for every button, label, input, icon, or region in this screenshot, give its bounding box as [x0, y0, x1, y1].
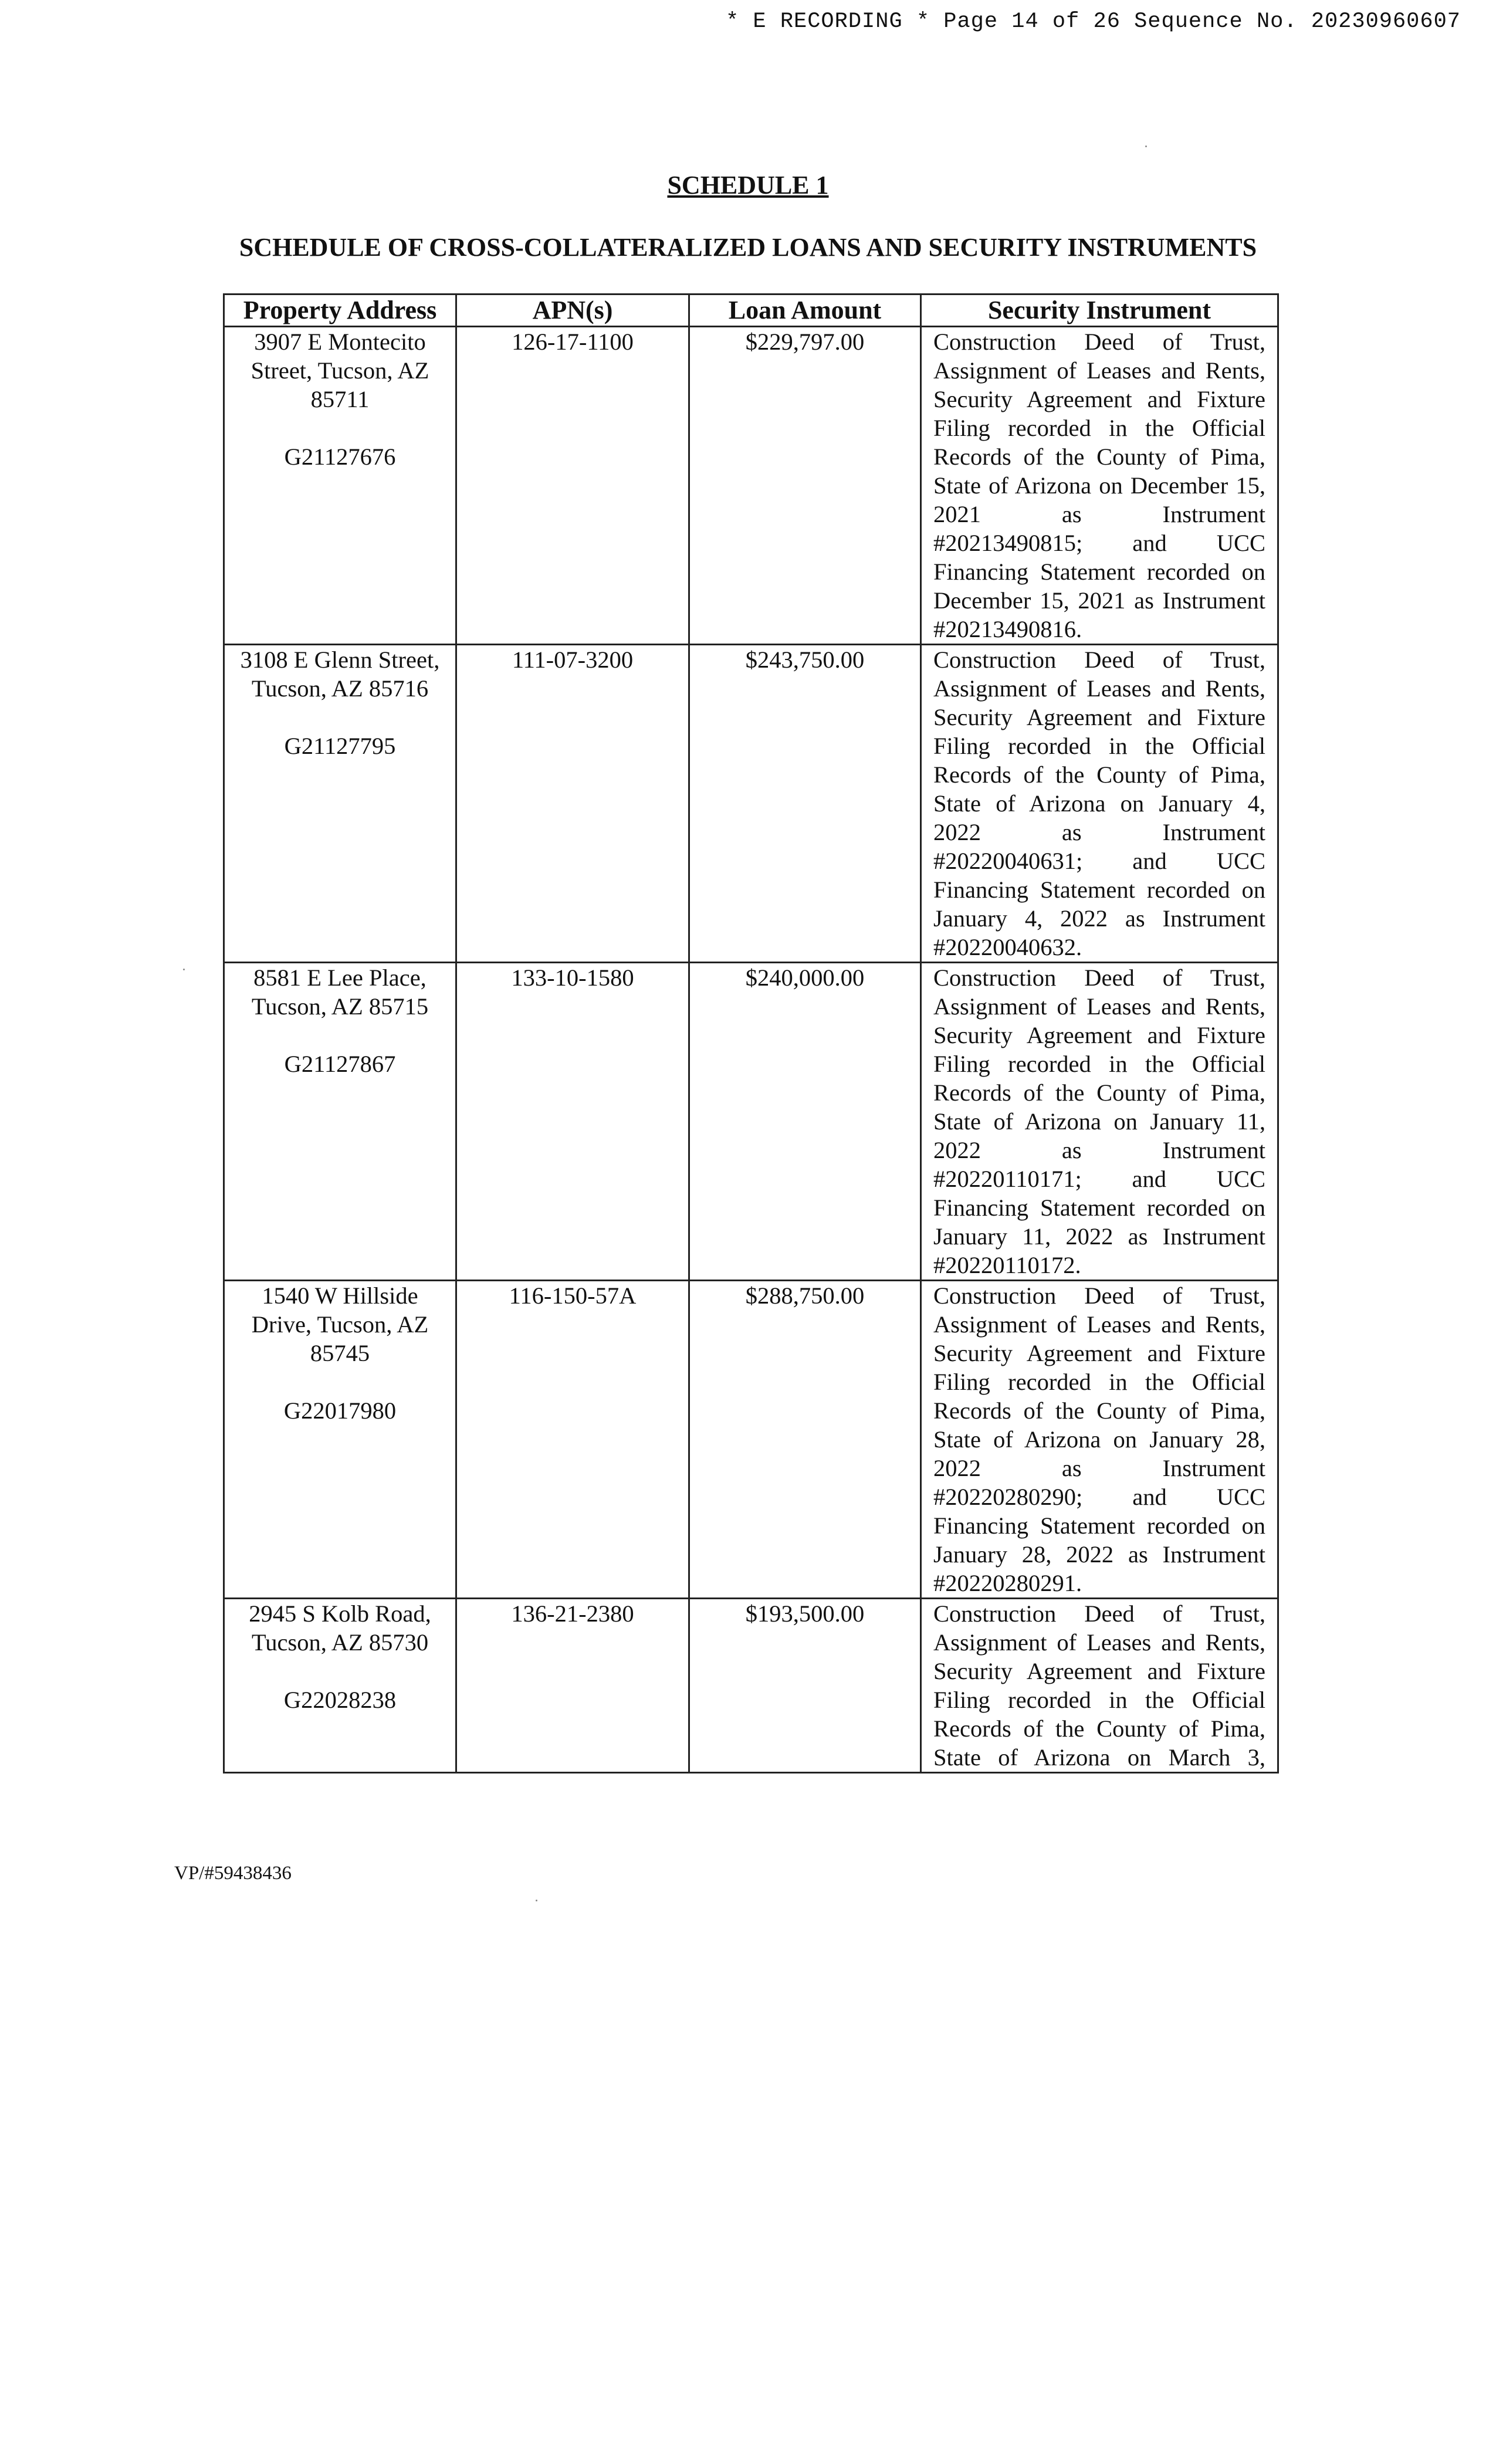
apn-cell: 126-17-1100: [456, 327, 689, 645]
schedule-subtitle: SCHEDULE OF CROSS-COLLATERALIZED LOANS AND SECURITY INSTRUMENTS: [239, 233, 1257, 262]
property-address-cell: [224, 963, 456, 1281]
property-code: G21127867: [284, 1051, 396, 1077]
property-address: 3108 E Glenn Street, Tucson, AZ 85716: [240, 647, 440, 702]
security-instrument-end: #20220110172.: [933, 1252, 1081, 1278]
scan-speck: [183, 969, 185, 970]
property-address: 1540 W Hillside Drive, Tucson, AZ 85745: [251, 1282, 429, 1366]
loan-amount-cell: $240,000.00: [689, 963, 921, 1281]
security-instrument-end: #20213490816.: [933, 616, 1082, 642]
table-row: [224, 327, 1278, 645]
security-instrument-cell: [921, 1281, 1278, 1599]
property-address-cell: [224, 1281, 456, 1599]
security-instrument-text: Construction Deed of Trust, Assignment of Leases and Rents, Security Agreement and Fixture Filing recorded in the Official Records of the County of Pima, State of Arizona on January 11, 2022 as Instrument #20220110171; and UCC Financing Statement recorded on January 11, 2022 as Instrument: [933, 964, 1265, 1250]
scan-speck: [1145, 145, 1147, 147]
header-property-address: Property Address: [224, 295, 456, 327]
table-row: [224, 963, 1278, 1281]
security-instrument-text: Construction Deed of Trust, Assignment of Leases and Rents, Security Agreement and Fixture Filing recorded in the Official Records of the County of Pima, State of Arizona on March 3,: [933, 1600, 1265, 1771]
schedule-title: SCHEDULE 1: [667, 171, 829, 199]
property-address-cell: [224, 645, 456, 963]
header-apn: APN(s): [456, 295, 689, 327]
security-instrument-text: Construction Deed of Trust, Assignment of Leases and Rents, Security Agreement and Fixture Filing recorded in the Official Records of the County of Pima, State of Arizona on January 28, 2022 as Instrument #20220280290; and UCC Financing Statement recorded on January 28, 2022 as Instrument: [933, 1282, 1265, 1568]
security-instrument-cell: [921, 1599, 1278, 1773]
apn-cell: 116-150-57A: [456, 1281, 689, 1599]
security-instrument-end: #20220040632.: [933, 934, 1082, 960]
property-address: 2945 S Kolb Road, Tucson, AZ 85730: [249, 1600, 431, 1656]
loan-amount-cell: $229,797.00: [689, 327, 921, 645]
recording-header: * E RECORDING * Page 14 of 26 Sequence No. 20230960607: [726, 9, 1461, 34]
property-code: G21127795: [284, 733, 396, 759]
loan-amount-cell: $193,500.00: [689, 1599, 921, 1773]
header-security-instrument: Security Instrument: [921, 295, 1278, 327]
security-instrument-cell: [921, 963, 1278, 1281]
apn-cell: 136-21-2380: [456, 1599, 689, 1773]
footer-reference: VP/#59438436: [174, 1863, 292, 1884]
property-address: 3907 E Montecito Street, Tucson, AZ 85711: [251, 329, 429, 412]
table-row: [224, 1281, 1278, 1599]
apn-cell: 133-10-1580: [456, 963, 689, 1281]
loan-amount-cell: $288,750.00: [689, 1281, 921, 1599]
security-instrument-text: Construction Deed of Trust, Assignment of Leases and Rents, Security Agreement and Fixture Filing recorded in the Official Records of the County of Pima, State of Arizona on December 15, 2021 as Instrument #20213490815; and UCC Financing Statement recorded on December 15, 2021 as Instrument: [933, 329, 1265, 614]
scan-speck: [536, 1900, 537, 1901]
security-instrument-text: Construction Deed of Trust, Assignment of Leases and Rents, Security Agreement and Fixture Filing recorded in the Official Records of the County of Pima, State of Arizona on January 4, 2022 as Instrument #20220040631; and UCC Financing Statement recorded on January 4, 2022 as Instrument: [933, 647, 1265, 932]
apn-cell: 111-07-3200: [456, 645, 689, 963]
security-instrument-cell: [921, 327, 1278, 645]
security-instrument-end: #20220280291.: [933, 1570, 1082, 1596]
property-code: G22017980: [283, 1397, 397, 1424]
security-instrument-cell: [921, 645, 1278, 963]
table-row: [224, 1599, 1278, 1773]
property-code: G21127676: [284, 444, 396, 470]
property-code: G22028238: [283, 1687, 397, 1713]
loan-amount-cell: $243,750.00: [689, 645, 921, 963]
table-header-row: [224, 295, 1278, 327]
property-address-cell: [224, 1599, 456, 1773]
table-row: [224, 645, 1278, 963]
header-loan-amount: Loan Amount: [689, 295, 921, 327]
property-address-cell: [224, 327, 456, 645]
property-address: 8581 E Lee Place, Tucson, AZ 85715: [251, 964, 429, 1020]
loans-table: [223, 293, 1279, 1773]
